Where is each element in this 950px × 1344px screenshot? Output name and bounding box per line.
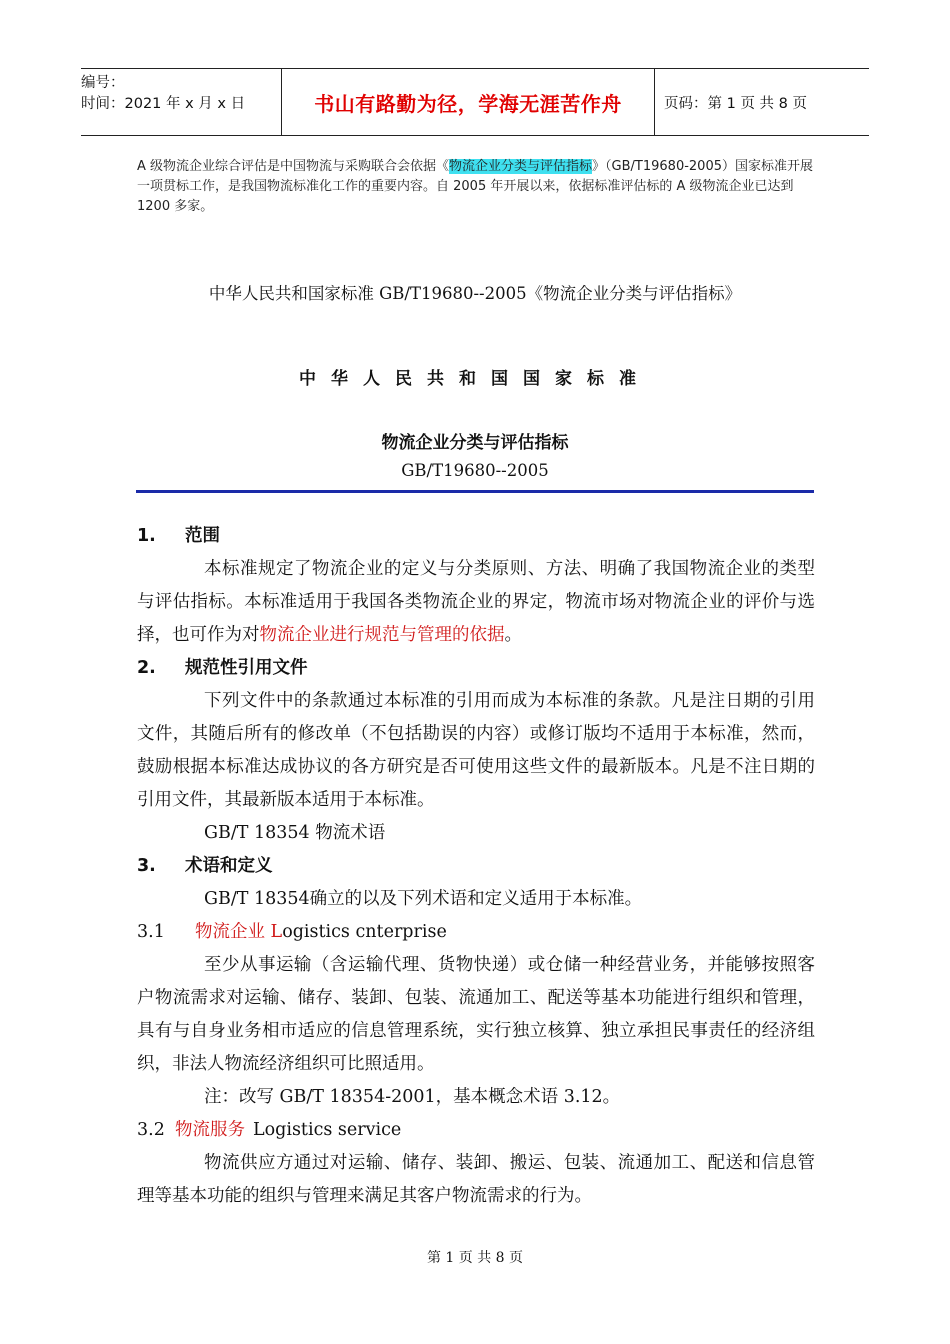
- section-2-reference: GB/T 18354 物流术语: [204, 823, 386, 843]
- section-number: 1.: [137, 526, 156, 546]
- standard-line: 中华人民共和国家标准 GB/T19680--2005《物流企业分类与评估指标》: [208, 284, 742, 303]
- document-body: [137, 520, 815, 1213]
- definition-3-1-heading: [137, 916, 815, 949]
- definition-term-rest: ogistics cnterprise: [282, 922, 447, 942]
- definition-term-red: 物流企业 L: [195, 922, 283, 942]
- definition-3-2-paragraph: 物流供应方通过对运输、储存、装卸、搬运、包装、流通加工、配送和信息管理等基本功能的组织与管理来满足其客户物流需求的行为。: [137, 1153, 815, 1206]
- section-2-paragraph: 下列文件中的条款通过本标准的引用而成为本标准的条款。凡是注日期的引用文件，其随后所有的修改单（不包括勘误的内容）或修订版均不适用于本标准，然而，鼓励根据本标准达成协议的各方研究是否可使用这些文件的最新版本。凡是不注日期的引用文件，其最新版本适用于本标准。: [137, 691, 815, 810]
- definition-number: 3.2: [137, 1120, 165, 1140]
- intro-pre: A 级物流企业综合评估是中国物流与采购联合会依据《: [137, 159, 450, 174]
- section-title: 术语和定义: [185, 856, 273, 876]
- section-number: 3.: [137, 856, 156, 876]
- definition-term-red: 物流服务: [175, 1120, 245, 1140]
- intro-post: 》（GB/T19680-2005）国家标准开展一项贯标工作，是我国物流标准化工作的重要内容。自 2005 年开展以来，依据标准评估标的 A 级物流企业已达到 1200 多家。: [137, 159, 813, 214]
- section-1-heading: [137, 520, 815, 553]
- definition-3-2-heading: [137, 1114, 815, 1147]
- document-header: [81, 68, 869, 136]
- standard-name: 物流企业分类与评估指标: [381, 433, 569, 453]
- section-1-paragraph: [137, 553, 815, 652]
- national-standard-title: 中华人民共和国国家标准: [299, 369, 651, 389]
- section-2-heading: [137, 652, 815, 685]
- section-title: 范围: [185, 526, 220, 546]
- definition-term-rest: Logistics service: [253, 1120, 402, 1140]
- section-3-paragraph: GB/T 18354确立的以及下列术语和定义适用于本标准。: [204, 889, 643, 909]
- definition-3-1-paragraph: 至少从事运输（含运输代理、货物快递）或仓储一种经营业务，并能够按照客户物流需求对运输、储存、装卸、包装、流通加工、配送等基本功能进行组织和管理，具有与自身业务相市适应的信息管理系统，实行独立核算、独立承担民事责任的经济组织，非法人物流经济组织可比照适用。: [137, 955, 815, 1074]
- header-motto: 书山有路勤为径，学海无涯苦作舟: [281, 69, 655, 135]
- definition-number: 3.1: [137, 922, 165, 942]
- section-title: 规范性引用文件: [185, 658, 308, 678]
- para-text: 本标准规定了物流企业的定义与分类原则、方法、明确了我国物流企业的类型与评估指标。本标准适用于我国各类物流企业的界定，物流市场对物流企业的评价与选择，也可作为对: [137, 559, 815, 645]
- intro-highlight: 物流企业分类与评估指标: [449, 159, 593, 174]
- header-left: [81, 69, 281, 135]
- section-number: 2.: [137, 658, 156, 678]
- intro-paragraph: [137, 157, 817, 217]
- definition-3-1-note: 注：改写 GB/T 18354-2001，基本概念术语 3.12。: [204, 1087, 621, 1107]
- title-divider: [136, 490, 814, 493]
- para-red-text: 物流企业进行规范与管理的依据: [259, 625, 505, 645]
- standard-code: GB/T19680--2005: [401, 461, 549, 480]
- para-text-end: 。: [504, 625, 522, 645]
- header-page-info: 页码：第 1 页 共 8 页: [664, 95, 807, 112]
- id-label: 编号：: [81, 75, 125, 91]
- section-3-heading: [137, 850, 815, 883]
- time-label: 时间：2021 年 x 月 x 日: [81, 96, 246, 112]
- page-footer: 第 1 页 共 8 页: [426, 1250, 524, 1266]
